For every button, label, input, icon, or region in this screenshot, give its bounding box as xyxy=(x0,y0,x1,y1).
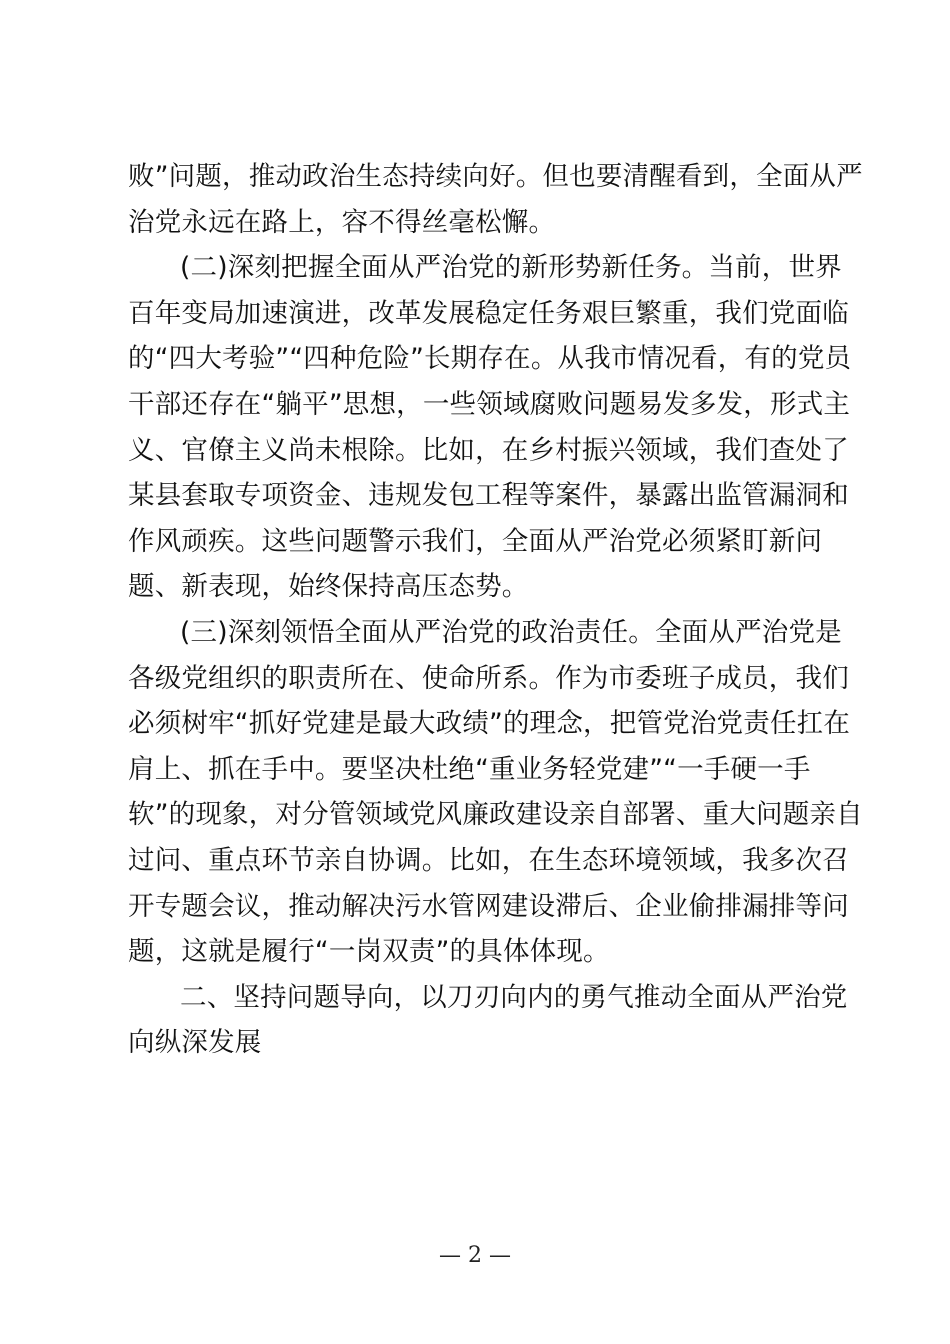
text-line: 百年变局加速演进，改革发展稳定任务艰巨繁重，我们党面临 xyxy=(128,297,849,329)
text-line: 干部还存在“躺平”思想，一些领域腐败问题易发多发，形式主 xyxy=(128,388,851,420)
text-line: 软”的现象，对分管领域党风廉政建设亲自部署、重大问题亲自 xyxy=(128,799,863,831)
page-number: — 2 — xyxy=(439,1243,511,1268)
paragraph-heading-line: (三)深刻领悟全面从严治党的政治责任。全面从严治党是 xyxy=(180,616,842,648)
section-heading-line: 二、坚持问题导向，以刀刃向内的勇气推动全面从严治党 xyxy=(180,981,848,1013)
text-line: 治党永远在路上，容不得丝毫松懈。 xyxy=(128,206,556,238)
text-line: 败”问题，推动政治生态持续向好。但也要清醒看到，全面从严 xyxy=(128,161,863,192)
section-heading-line: 向纵深发展 xyxy=(128,1027,262,1059)
paragraph-heading-line: (二)深刻把握全面从严治党的新形势新任务。当前，世界 xyxy=(180,252,842,284)
document-body xyxy=(128,154,863,1066)
text-line: 某县套取专项资金、违规发包工程等案件，暴露出监管漏洞和 xyxy=(128,480,849,512)
text-line: 必须树牢“抓好党建是最大政绩”的理念，把管党治党责任扛在 xyxy=(128,708,851,740)
text-line: 题，这就是履行“一岗双责”的具体体现。 xyxy=(128,936,610,968)
text-line: 各级党组织的职责所在、使命所系。作为市委班子成员，我们 xyxy=(128,662,849,694)
text-line: 的“四大考验”“四种危险”长期存在。从我市情况看，有的党员 xyxy=(128,343,852,375)
text-line: 过问、重点环节亲自协调。比如，在生态环境领域，我多次召 xyxy=(128,844,849,876)
text-line: 肩上、抓在手中。要坚决杜绝“重业务轻党建”“一手硬一手 xyxy=(128,753,811,785)
text-line: 义、官僚主义尚未根除。比如，在乡村振兴领域，我们查处了 xyxy=(128,434,849,466)
text-line: 开专题会议，推动解决污水管网建设滞后、企业偷排漏排等问 xyxy=(128,890,849,922)
text-line: 作风顽疾。这些问题警示我们，全面从严治党必须紧盯新问 xyxy=(128,525,823,557)
text-line: 题、新表现，始终保持高压态势。 xyxy=(128,571,529,603)
